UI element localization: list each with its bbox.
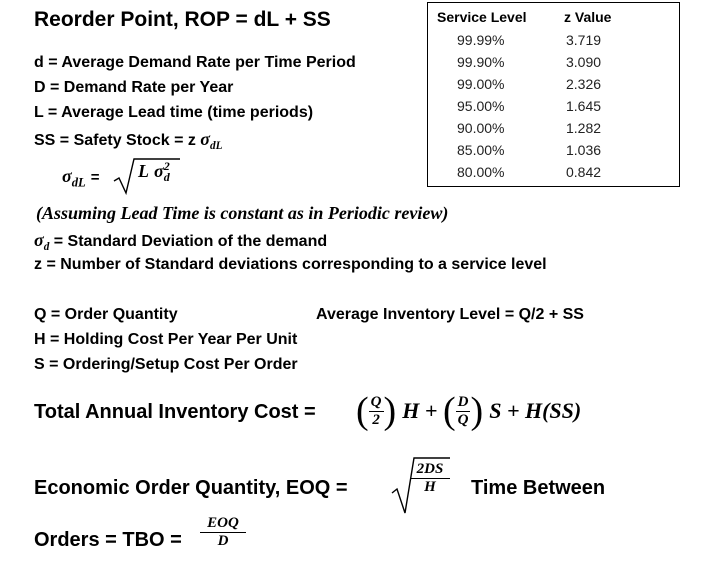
eoq-den: H [424, 478, 436, 495]
sigma-radicand [138, 161, 170, 183]
rad-L: L [138, 161, 149, 181]
sigma-eq: = [90, 169, 100, 186]
d-num: D [457, 394, 469, 410]
sigma-d-sub: d [43, 241, 50, 254]
sigma-formula [62, 166, 99, 191]
header-z-value: z Value [564, 9, 612, 25]
table-cell-service: 99.90% [457, 54, 505, 70]
def-D: D = Demand Rate per Year [34, 79, 234, 96]
table-cell-service: 99.99% [457, 32, 505, 48]
eoq-label: Economic Order Quantity, EOQ = [34, 477, 348, 499]
table-cell-service: 95.00% [457, 98, 505, 114]
table-cell-service: 80.00% [457, 164, 505, 180]
z-definition: z = Number of Standard deviations corresponding to a service level [34, 256, 547, 273]
tbo-den: D [217, 532, 229, 549]
rad-sub: d [163, 170, 170, 185]
q-num: Q [370, 394, 382, 410]
assumption-note: (Assuming Lead Time is constant as in Periodic review) [36, 203, 449, 223]
rop-title: Reorder Point, ROP = dL + SS [34, 8, 331, 31]
tbo-label: Orders = TBO = [34, 529, 182, 551]
table-cell-z: 1.282 [566, 120, 602, 136]
table-cell-service: 99.00% [457, 76, 505, 92]
def-ss-text: SS = Safety Stock = z [34, 132, 201, 149]
header-service-level: Service Level [437, 9, 527, 25]
table-cell-z: 2.326 [566, 76, 602, 92]
def-L: L = Average Lead time (time periods) [34, 104, 314, 121]
total-tail: S + H(SS) [489, 398, 582, 423]
def-ss-sub: dL [210, 140, 223, 153]
sigma-d-text: = Standard Deviation of the demand [49, 233, 328, 250]
tbo-fraction [200, 515, 246, 549]
total-cost-formula [356, 389, 581, 433]
table-cell-z: 0.842 [566, 164, 602, 180]
def-ss [34, 129, 222, 152]
rad-sigma: σ [154, 161, 164, 181]
table-cell-z: 3.719 [566, 32, 602, 48]
paren-open-1: ( [356, 390, 369, 432]
table-cell-z: 3.090 [566, 54, 602, 70]
eoq-num: 2DS [410, 461, 450, 479]
tbo-num: EOQ [200, 515, 246, 533]
avg-inventory: Average Inventory Level = Q/2 + SS [316, 306, 584, 323]
rad-sup: 2 [163, 159, 170, 174]
table-cell-service: 85.00% [457, 142, 505, 158]
def-H: H = Holding Cost Per Year Per Unit [34, 331, 298, 348]
q-den: 2 [372, 411, 380, 428]
def-S: S = Ordering/Setup Cost Per Order [34, 356, 298, 373]
paren-close-1: ) [383, 390, 397, 432]
z-value-table [427, 2, 680, 187]
def-Q: Q = Order Quantity [34, 306, 178, 323]
table-cell-z: 1.036 [566, 142, 602, 158]
sigma-lhs-sub: dL [71, 175, 86, 190]
def-d: d = Average Demand Rate per Time Period [34, 54, 356, 71]
def-ss-sigma: σ [200, 129, 210, 149]
time-between: Time Between [471, 477, 606, 499]
sigma-d-symbol: σ [34, 230, 44, 250]
table-cell-z: 1.645 [566, 98, 602, 114]
paren-close-2: ) [470, 390, 484, 432]
total-h: H + [402, 398, 443, 423]
d-den: Q [457, 411, 469, 428]
sigma-lhs: σ [62, 166, 72, 186]
total-cost-label: Total Annual Inventory Cost = [34, 401, 316, 423]
paren-open-2: ( [442, 390, 456, 432]
eoq-fraction [410, 461, 450, 495]
table-cell-service: 90.00% [457, 120, 505, 136]
sigma-d-definition [34, 230, 327, 253]
